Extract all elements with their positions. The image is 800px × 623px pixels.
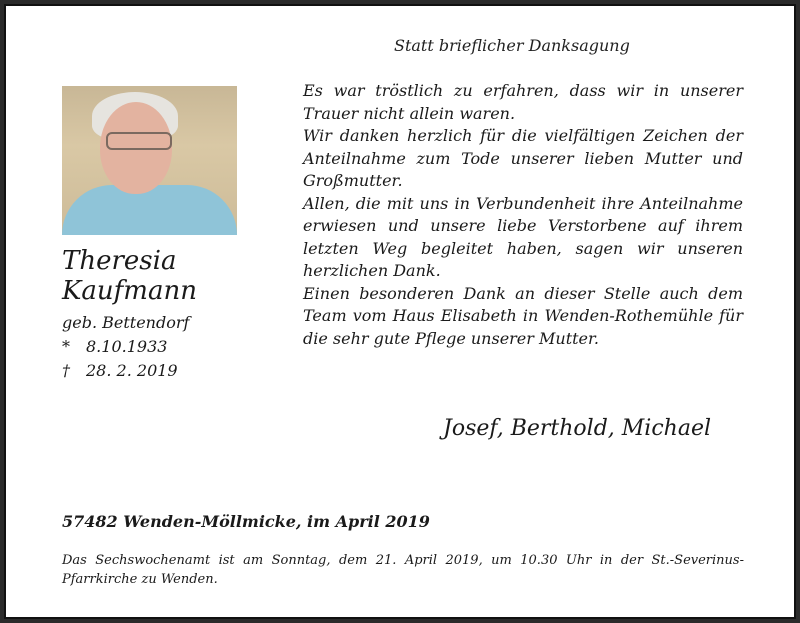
- obituary-card: [4, 4, 796, 619]
- notice-heading: Statt brieflicher Danksagung: [394, 36, 630, 55]
- service-note: Das Sechswochenamt ist am Sonntag, dem 21. April 2019, um 10.30 Uhr in der St.-Severinus-Pfarrkirche zu Wenden.: [62, 553, 744, 587]
- portrait-photo: [62, 86, 237, 235]
- paragraph: Allen, die mit uns in Verbundenheit ihre Anteilnahme erwiesen und unsere liebe Verstorbene auf ihrem letzten Weg begleitet haben, sagen wir unseren herzlichen Dank.: [303, 193, 743, 280]
- birth-date: 8.10.1933: [86, 337, 168, 356]
- maiden-name: geb. Bettendorf: [62, 313, 190, 332]
- glasses: [106, 132, 172, 150]
- life-dates: [62, 311, 189, 383]
- death-date: 28. 2. 2019: [86, 361, 178, 380]
- place-date: 57482 Wenden-Möllmicke, im April 2019: [62, 512, 430, 531]
- birth-symbol: *: [62, 337, 70, 356]
- paragraph: Wir danken herzlich für die vielfältigen Zeichen der Anteilnahme zum Tode unserer lieben Mutter und Großmutter.: [303, 126, 743, 190]
- paragraph: Es war tröstlich zu erfahren, dass wir in unserer Trauer nicht allein waren.: [303, 81, 743, 123]
- paragraph: Einen besonderen Dank an dieser Stelle auch dem Team vom Haus Elisabeth in Wenden-Rothemühle für die sehr gute Pflege unserer Mutter.: [303, 283, 743, 348]
- first-name: Theresia: [62, 246, 177, 276]
- birth-row: [62, 335, 189, 359]
- signatories: Josef, Berthold, Michael: [443, 416, 712, 441]
- death-row: [62, 359, 189, 383]
- death-symbol: †: [62, 361, 70, 380]
- last-name: Kaufmann: [62, 276, 197, 306]
- thanks-text: [303, 80, 743, 350]
- deceased-name: [62, 246, 197, 306]
